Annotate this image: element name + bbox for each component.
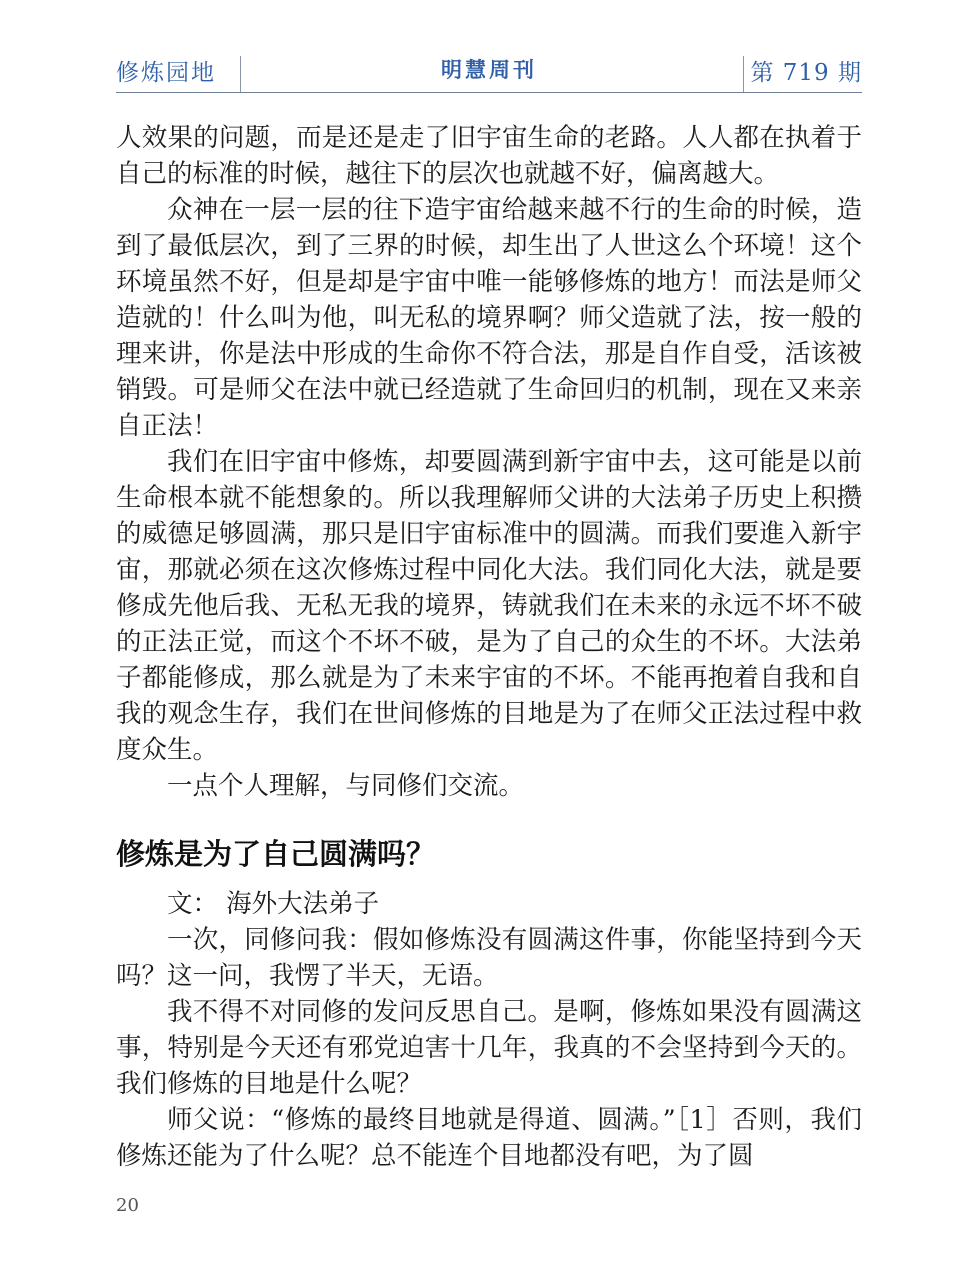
paragraph: 我不得不对同修的发问反思自己。是啊，修炼如果没有圆满这事，特别是今天还有邪党迫害十几年，我真的不会坚持到今天的。我们修炼的目地是什么呢？ [116,997,862,1099]
paragraph: 师父说：“修炼的最终目地就是得道、圆满。”［1］否则，我们修炼还能为了什么呢？总不能连个目地都没有吧，为了圆 [116,1105,862,1171]
article-title: 修炼是为了自己圆满吗？ [116,837,436,871]
publication-title: 明慧周刊 [441,57,537,82]
paragraph: 一次，同修问我：假如修炼没有圆满这件事，你能坚持到今天吗？这一问，我愣了半天，无语。 [116,925,862,991]
paragraph: 人效果的问题，而是还是走了旧宇宙生命的老路。人人都在执着于自己的标准的时候，越往下的层次也就越不好，偏离越大。 [116,123,862,189]
page-number: 20 [116,1195,139,1216]
paragraph: 一点个人理解，与同修们交流。 [167,771,525,801]
header-divider-right [743,56,744,92]
page-header [116,52,862,93]
issue-number: 第 719 期 [750,60,862,86]
paragraph: 众神在一层一层的往下造宇宙给越来越不行的生命的时候，造到了最低层次，到了三界的时候，却生出了人世这么个环境！这个环境虽然不好，但是却是宇宙中唯一能够修炼的地方！而法是师父造就的！什么叫为他，叫无私的境界啊？师父造就了法，按一般的理来讲，你是法中形成的生命你不符合法，那是自作自受，活该被销毁。可是师父在法中就已经造就了生命回归的机制，现在又来亲自正法！ [116,195,862,441]
article-author: 文： 海外大法弟子 [167,889,380,919]
page-content [116,120,862,1174]
section-title: 修炼园地 [116,60,216,86]
paragraph: 我们在旧宇宙中修炼，却要圆满到新宇宙中去，这可能是以前生命根本就不能想象的。所以我理解师父讲的大法弟子历史上积攒的威德足够圆满，那只是旧宇宙标准中的圆满。而我们要進入新宇宙，那就必须在这次修炼过程中同化大法。我们同化大法，就是要修成先他后我、无私无我的境界，铸就我们在未来的永远不坏不破的正法正觉，而这个不坏不破，是为了自己的众生的不坏。大法弟子都能修成，那么就是为了未来宇宙的不坏。不能再抱着自我和自我的观念生存，我们在世间修炼的目地是为了在师父正法过程中救度众生。 [116,447,862,765]
